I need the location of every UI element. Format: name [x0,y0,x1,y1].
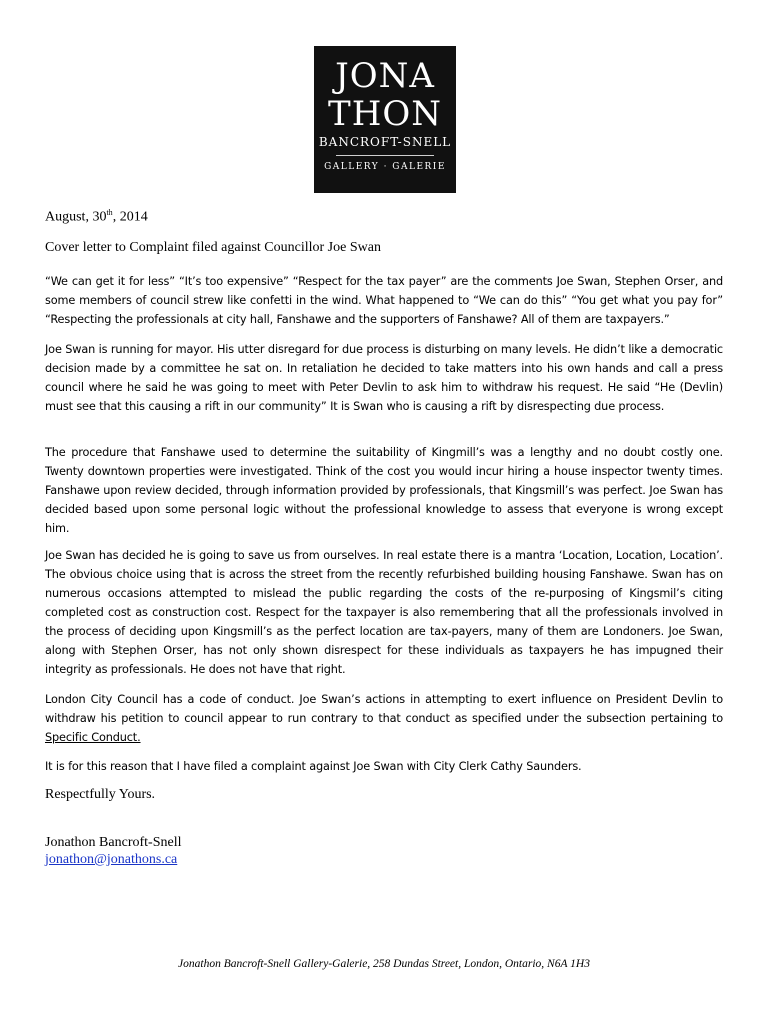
paragraph-6: It is for this reason that I have filed a complaint against Joe Swan with City Clerk Cathy Saunders. [45,760,582,773]
date-superscript: th [106,208,113,217]
date-suffix: , 2014 [112,209,148,225]
footer-address: Jonathon Bancroft-Snell Gallery-Galerie, 258 Dundas Street, London, Ontario, N6A 1H3 [178,958,590,970]
specific-conduct-text: Specific Conduct. [45,731,141,744]
logo-line-2: THON [328,94,442,134]
logo-line-1: JONA [335,56,435,96]
date-prefix: August, 30 [45,209,107,225]
logo-divider [336,155,434,156]
signer-name: Jonathon Bancroft-Snell [45,835,182,850]
paragraph-5 [45,690,723,747]
paragraph-1: “We can get it for less” “It’s too expensive” “Respect for the tax payer” are the comments Joe Swan, Stephen Orser, and some members of council strew like confetti in the wind. What happened to “We can do this” “You get what you pay for” “Respecting the professionals at city hall, Fanshawe and the supporters of Fanshawe? All of them are taxpayers.” [45,275,723,326]
cover-line: Cover letter to Complaint filed against Councillor Joe Swan [45,240,381,255]
closing: Respectfully Yours. [45,787,156,802]
paragraph-2: Joe Swan is running for mayor. His utter disregard for due process is disturbing on many levels. He didn’t like a democratic decision made by a committee he sat on. In retaliation he decided to take matters into his own hands and call a press council where he said he was going to meet with Peter Devlin to ask him to withdraw his request. He said “He (Devlin) must see that this causing a rift in our community” It is Swan who is causing a rift by disrespecting due process. [45,343,723,413]
logo-line-4: GALLERY · GALERIE [324,162,446,172]
email-link[interactable]: jonathon@jonathons.ca [45,852,178,867]
paragraph-4: Joe Swan has decided he is going to save us from ourselves. In real estate there is a mantra ‘Location, Location, Location’. The obvious choice using that is across the street from the recently refurbished building housing Fanshawe. Swan has on numerous occasions attempted to mislead the public regarding the costs of the re-purposing of Kingsmil’s citing completed cost as construction cost. Respect for the taxpayer is also remembering that all the professionals involved in the process of deciding upon Kingsmill’s as the perfect location are tax-payers, many of them are Londoners. Joe Swan, along with Stephen Orser, has not only shown disrespect for these individuals as taxpayers he has impugned their integrity as professionals. He does not have that right. [45,549,723,676]
letter-date [45,208,148,226]
paragraph-5-text: London City Council has a code of conduct. Joe Swan’s actions in attempting to exert influence on President Devlin to withdraw his petition to council appear to run contrary to that conduct as specified under the subsection pertaining to [45,693,723,725]
gallery-logo [314,46,456,193]
paragraph-3: The procedure that Fanshawe used to determine the suitability of Kingmill’s was a lengthy and no doubt costly one. Twenty downtown properties were investigated. Think of the cost you would incur hiring a house inspector twenty times. Fanshawe upon review decided, through information provided by professionals, that Kingsmill’s was perfect. Joe Swan has decided based upon some personal logic without the professional knowledge to assess that everyone is wrong except him. [45,446,723,535]
logo-line-3: BANCROFT-SNELL [318,135,452,149]
